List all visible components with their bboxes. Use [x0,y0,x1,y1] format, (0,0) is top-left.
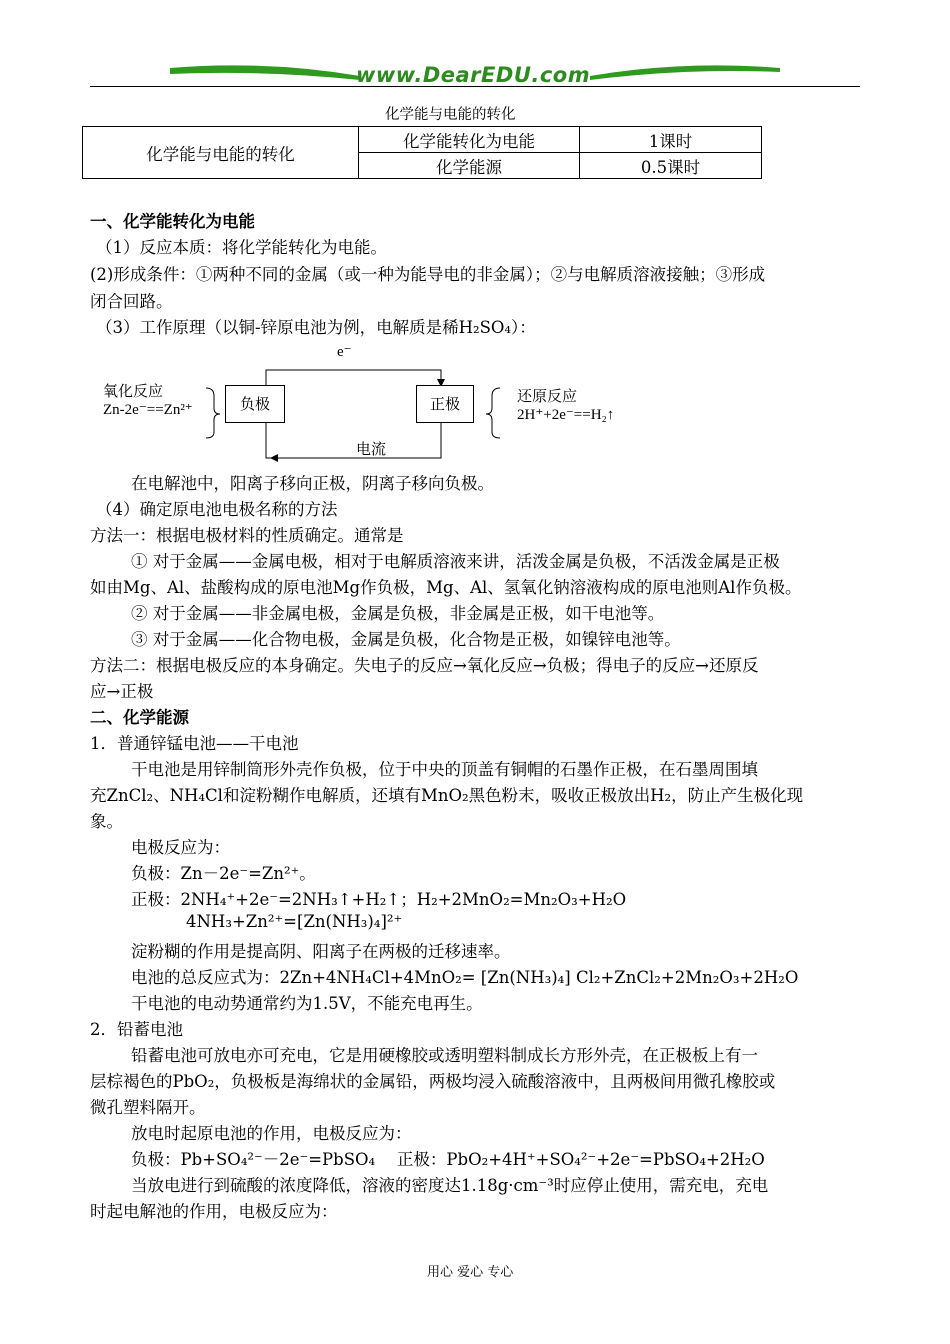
page-footer: 用心 爱心 专心 [427,1265,514,1280]
paragraph: 放电时起原电池的作用，电极反应为： [131,1124,412,1143]
paragraph: 在电解池中，阳离子移向正极，阴离子移向负极。 [131,474,494,493]
paragraph: 方法二：根据电极反应的本身确定。失电子的反应→氧化反应→负极；得电子的反应→还原反 [90,656,759,675]
paragraph: （4）确定原电池电极名称的方法 [96,500,338,519]
header-rule [90,86,860,87]
equation: 电池的总反应式为：2Zn+4NH₄Cl+4MnO₂= [Zn(NH₃)₄] Cl₂+ZnCl₂+2Mn₂O₃+2H₂O [131,968,799,987]
paragraph: 淀粉糊的作用是提高阴、阳离子在两极的迁移速率。 [131,942,511,961]
subsection-title: 2．铅蓄电池 [90,1020,183,1039]
paragraph: 铅蓄电池可放电亦可充电，它是用硬橡胶或透明塑料制成长方形外壳，在正极板上有一 [131,1046,758,1065]
logo-swoosh-right [590,62,780,84]
logo-swoosh-left [170,62,360,84]
lesson-info-table [82,126,762,179]
positive-electrode-box: 正极 [416,385,474,423]
paragraph: 层棕褐色的PbO₂，负极板是海绵状的金属铅，两极均浸入硫酸溶液中，且两极间用微孔橡胶或 [90,1072,776,1091]
electron-label: e⁻ [337,344,352,360]
paragraph: ③ 对于金属——化合物电极，金属是负极，化合物是正极，如镍锌电池等。 [131,630,681,649]
site-logo: www.DearEDU.com [356,63,591,87]
subsection-title: 1．普通锌锰电池——干电池 [90,734,299,753]
paragraph: 干电池的电动势通常约为1.5V，不能充电再生。 [131,994,483,1013]
paragraph: 应→正极 [90,682,154,701]
topic-cell: 化学能与电能的转化 [83,127,359,179]
equation: 正极：2NH₄⁺+2e⁻=2NH₃↑+H₂↑；H₂+2MnO₂=Mn₂O₃+H₂O [131,890,627,909]
paragraph: 微孔塑料隔开。 [90,1098,206,1117]
paragraph: ② 对于金属——非金属电极，金属是负极，非金属是正极，如干电池等。 [131,604,665,623]
oxidation-label: 氧化反应 [103,384,164,400]
equation: 4NH₃+Zn²⁺=[Zn(NH₃)₄]²⁺ [186,912,403,931]
equation: 负极：Zn－2e⁻=Zn²⁺。 [131,864,316,883]
paragraph: (2)形成条件：①两种不同的金属（或一种为能导电的非金属）；②与电解质溶液接触；③形成 [90,265,766,284]
equation: 负极：Pb+SO₄²⁻－2e⁻=PbSO₄ 正极：PbO₂+4H⁺+SO₄²⁻+2e⁻=PbSO₄+2H₂O [131,1150,765,1169]
paragraph: 如由Mg、Al、盐酸构成的原电池Mg作负极，Mg、Al、氢氧化钠溶液构成的原电池则Al作负极。 [90,578,802,597]
paragraph: 方法一：根据电极材料的性质确定。通常是 [90,526,404,545]
paragraph: 充ZnCl₂、NH₄Cl和淀粉糊作电解质，还填有MnO₂黑色粉末，吸收正极放出H₂，防止产生极化现 [90,786,804,805]
item-cell: 化学能源 [359,153,580,179]
paragraph: 电极反应为： [131,838,230,857]
paragraph: （3）工作原理（以铜-锌原电池为例，电解质是稀H₂SO₄）： [96,318,536,337]
section-heading: 二、化学能源 [90,708,189,727]
paragraph: ① 对于金属——金属电极，相对于电解质溶液来讲，活泼金属是负极，不活泼金属是正极 [131,552,780,571]
hours-cell: 0.5课时 [580,153,762,179]
paragraph: 干电池是用锌制筒形外壳作负极，位于中央的顶盖有铜帽的石墨作正极，在石墨周围填 [131,760,758,779]
paragraph: 时起电解池的作用，电极反应为： [90,1202,338,1221]
section-heading: 一、化学能转化为电能 [90,212,255,231]
current-label: 电流 [356,442,387,458]
cathode-equation: 2H⁺+2e⁻==H₂↑ [517,407,615,423]
paragraph: 当放电进行到硫酸的浓度降低，溶液的密度达1.18g·cm⁻³时应停止使用，需充电，充电 [131,1176,769,1195]
hours-cell: 1课时 [580,127,762,153]
paragraph: 象。 [90,812,123,831]
paragraph: （1）反应本质：将化学能转化为电能。 [96,238,387,257]
negative-electrode-box: 负极 [225,385,285,423]
reduction-label: 还原反应 [517,389,578,405]
anode-equation: Zn-2e⁻==Zn²⁺ [103,402,193,418]
paragraph: 闭合回路。 [90,292,173,311]
doc-title: 化学能与电能的转化 [385,107,516,123]
item-cell: 化学能转化为电能 [359,127,580,153]
